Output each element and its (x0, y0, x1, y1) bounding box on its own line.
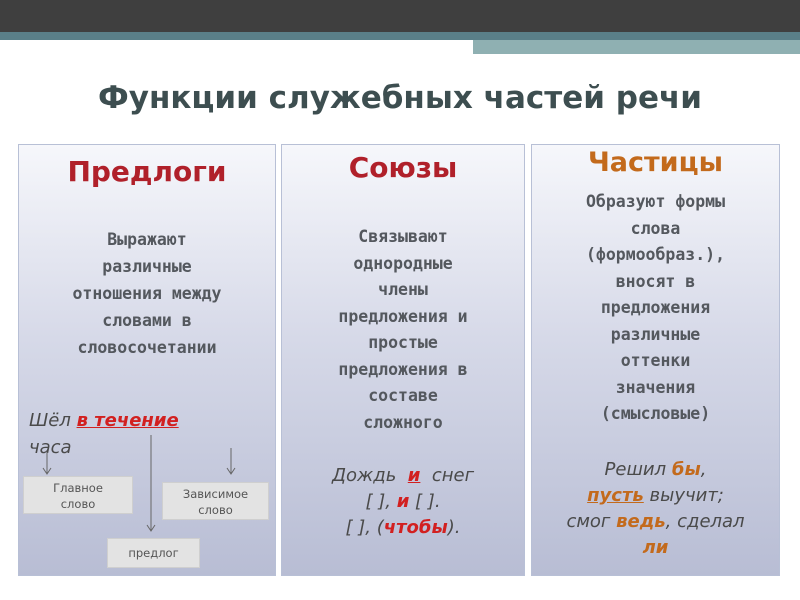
description-line: вносят в (615, 271, 696, 291)
description-line: Связывают (358, 227, 448, 246)
example-word: Решил (604, 459, 667, 480)
example-particle: пусть (587, 485, 644, 506)
description-line: однородные (353, 253, 453, 273)
description-line: Образуют формы (585, 192, 726, 211)
description-line: предложения (600, 298, 711, 317)
top-bar-dark (0, 0, 800, 32)
description-line: сложного (363, 412, 443, 432)
example-line (282, 489, 524, 515)
example-particle: бы (671, 459, 701, 480)
example-conjunction: и (396, 491, 410, 512)
example-line (282, 515, 524, 541)
panel-heading-prepositions: Предлоги (67, 155, 227, 188)
panel-conjunctions (281, 144, 525, 576)
panel-particles (531, 144, 780, 576)
panel-heading-conjunctions: Союзы (348, 151, 458, 184)
particles-examples (532, 457, 779, 561)
description-line: члены (378, 280, 428, 299)
example-particle: ведь (616, 511, 666, 532)
example-line (532, 535, 779, 561)
description-line: предложения и (338, 306, 468, 326)
example-word: смог (566, 511, 611, 532)
example-word: [ ]. (415, 491, 441, 512)
example-word: [ ], (365, 491, 391, 512)
example-particle: ли (642, 537, 669, 558)
main-word-label (23, 476, 133, 514)
label-line: слово (198, 503, 233, 517)
conjunctions-examples (282, 463, 524, 541)
example-word: Шёл (29, 410, 71, 431)
description-line: различные (102, 257, 192, 276)
example-word: [ ], ( (345, 517, 384, 538)
example-line (532, 483, 779, 509)
description-line: слова (630, 218, 681, 238)
example-word: Дождь (331, 465, 397, 486)
top-bar-teal (0, 32, 800, 40)
example-line (532, 509, 779, 535)
example-word: , сделал (665, 511, 745, 532)
preposition-label: предлог (107, 538, 200, 568)
description-line: различные (610, 324, 701, 344)
dependent-word-label (162, 482, 269, 520)
example-word: , (700, 459, 707, 480)
example-word: снег (431, 465, 475, 486)
page-title: Функции служебных частей речи (98, 80, 702, 116)
panel-heading-particles: Частицы (587, 147, 724, 178)
example-word: выучит; (649, 485, 724, 506)
description-line: словами в (102, 311, 192, 330)
description-line: словосочетании (77, 338, 217, 357)
top-bar-accent-strip (473, 40, 800, 54)
description-line: предложения в (338, 359, 468, 379)
label-line: Зависимое (182, 487, 249, 501)
description-line: (формообраз.), (585, 245, 726, 264)
description-line: составе (368, 386, 438, 405)
example-conjunction: чтобы (383, 517, 448, 538)
description-line: (смысловые) (600, 404, 711, 423)
particles-description (532, 189, 779, 428)
example-line (282, 463, 524, 489)
description-line: оттенки (620, 351, 691, 370)
example-word-dependent: часа (29, 437, 72, 458)
description-line: значения (615, 377, 696, 397)
example-conjunction: и (407, 465, 421, 486)
label-line: слово (60, 497, 96, 511)
example-preposition: в течение (76, 410, 179, 431)
panel-prepositions (18, 144, 276, 576)
description-line: отношения между (72, 284, 222, 303)
description-line: Выражают (107, 230, 187, 249)
example-line (532, 457, 779, 483)
description-line: простые (368, 333, 438, 352)
label-line: Главное (53, 481, 103, 495)
conjunctions-description (282, 224, 524, 436)
example-word: ). (447, 517, 461, 538)
